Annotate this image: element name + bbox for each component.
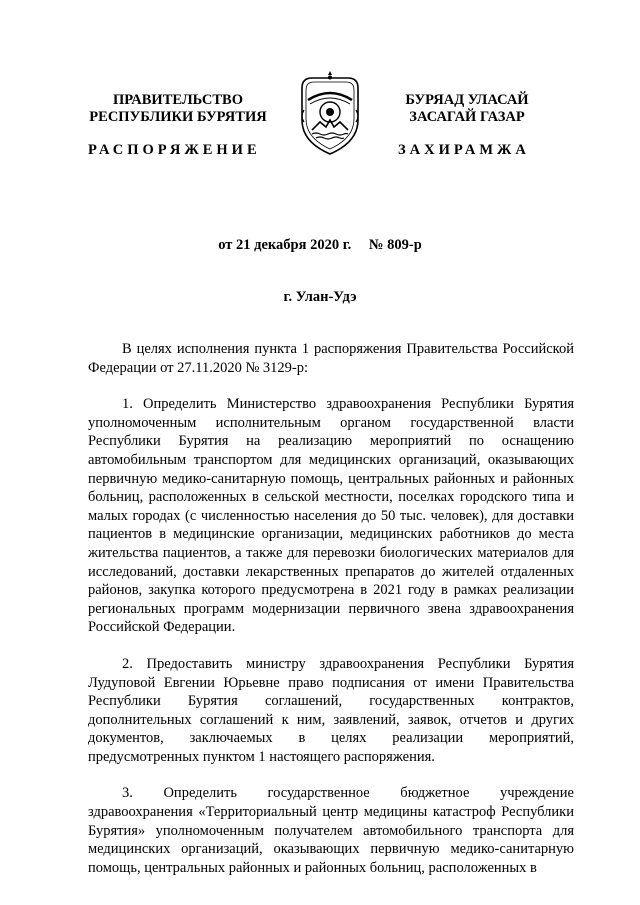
document-kind-left: РАСПОРЯЖЕНИЕ — [88, 142, 261, 158]
document-number: № 809-р — [368, 237, 422, 253]
issuer-left-line2: РЕСПУБЛИКИ БУРЯТИЯ — [89, 109, 267, 125]
issuer-right-line2: ЗАСАГАЙ ГАЗАР — [409, 109, 525, 125]
document-date: от 21 декабря 2020 г. — [218, 237, 352, 253]
issuer-right-line1: БУРЯАД УЛАСАЙ — [405, 92, 529, 108]
document-body — [88, 340, 574, 895]
paragraph-3: 3. Определить государственное бюджетное учреждение здравоохранения «Территориальный центр медицины катастроф Республики Бурятия» уполномоченным получателем автомобильного транспорта для медицинских организаций, оказывающих первичную медико-санитарную помощь, центральных районных и районных больниц, расположенных в — [88, 785, 574, 876]
date-number-line — [0, 237, 640, 254]
paragraph-2: 2. Предоставить министру здравоохранения Республики Бурятия Лудуповой Евгении Юрьевне право подписания от имени Правительства Республики Бурятия соглашений, государственных контрактов, дополнительных соглашений к ним, заявлений, заявок, отчетов и других документов, заключаемых в целях реализации мероприятий, предусмотренных пунктом 1 настоящего распоряжения. — [88, 655, 574, 765]
document-city: г. Улан-Удэ — [283, 289, 357, 305]
issuer-left — [78, 92, 278, 126]
issuer-left-line1: ПРАВИТЕЛЬСТВО — [113, 92, 243, 108]
issuer-right — [372, 92, 562, 126]
paragraph-1: 1. Определить Министерство здравоохранения Республики Бурятия уполномоченным исполнительным органом государственной власти Республики Бурятия на реализацию мероприятий по оснащению автомобильным транспортом для медицинских организаций, оказывающих первичную медико-санитарную помощь, центральных районных и районных больниц, расположенных в сельской местности, поселках городского типа и малых городах (с численностью населения до 50 тыс. человек), для доставки пациентов в медицинские организации, медицинских работников до места жительства пациентов, а также для перевозки биологических материалов для исследований, доставки лекарственных препаратов до жителей отдаленных районов, закупка которого предусмотрена в 2021 году в рамках реализации региональных программ модернизации первичного звена здравоохранения Российской Федерации. — [88, 396, 574, 636]
coat-of-arms-icon — [296, 70, 364, 156]
paragraph-preamble: В целях исполнения пункта 1 распоряжения Правительства Российской Федерации от 27.11.2020 № 3129-р: — [88, 341, 574, 376]
document-kind-right: ЗАХИРАМЖА — [398, 142, 530, 158]
